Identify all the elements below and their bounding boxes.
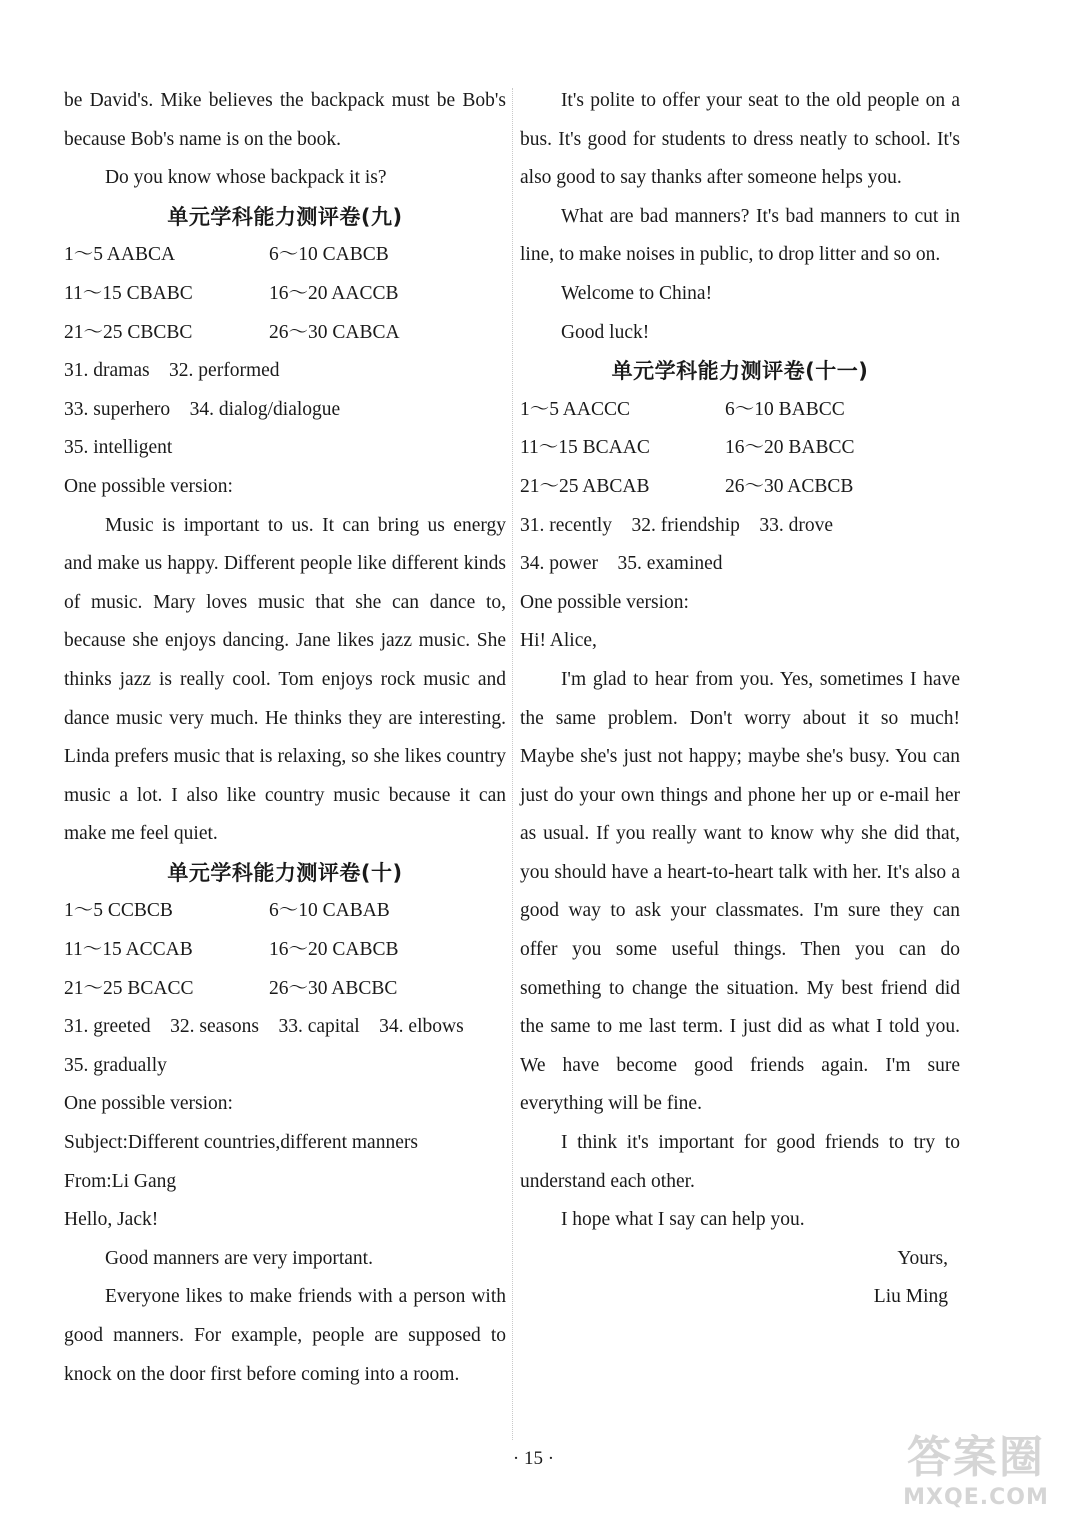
intro-paragraph: be David's. Mike believes the backpack must be Bob's because Bob's name is on the book. (64, 90, 506, 150)
test9-title: 单元学科能力测评卷(九) (167, 204, 403, 229)
fill-line: 31. recently 32. friendship 33. drove (520, 514, 834, 536)
answer-row (520, 468, 960, 507)
intro-question: Do you know whose backpack it is? (104, 167, 387, 189)
answer-row (64, 892, 506, 931)
letter-closing: Yours, (897, 1247, 948, 1269)
test11-title: 单元学科能力测评卷(十一) (611, 359, 869, 384)
answer-cell: 26～30 CABCA (269, 321, 400, 343)
fill-line: 35. intelligent (64, 437, 173, 459)
fill-line: 35. gradually (64, 1054, 167, 1076)
answer-row (520, 429, 960, 468)
answer-cell: 21～25 BCACC (64, 977, 194, 999)
site-watermark (891, 1432, 1061, 1532)
answer-cell: 1～5 CCBCB (64, 900, 173, 922)
answer-cell: 16～20 BABCC (725, 437, 855, 459)
watermark-url: MXQE.COM (903, 1485, 1049, 1510)
essay-paragraph: Music is important to us. It can bring us energy and make us happy. Different people like different kinds of music. Mary loves music that she can dance to, because she enjoys dancing. Jane likes jazz music. She thinks jazz is really cool. Tom enjoys rock music and dance music very much. He thinks they are interesting. Linda prefers music that is relaxing, so she likes country music a lot. I also like country music because it can make me feel quiet. (64, 514, 506, 845)
fill-line: 34. power 35. examined (520, 553, 723, 575)
answer-cell: 21～25 ABCAB (520, 475, 650, 497)
answer-cell: 26～30 ABCBC (269, 977, 398, 999)
answer-row (64, 931, 506, 970)
answer-row (64, 970, 506, 1009)
answer-cell: 11～15 CBABC (64, 282, 193, 304)
answer-cell: 1～5 AACCC (520, 398, 630, 420)
email-from: From:Li Gang (64, 1170, 177, 1192)
answer-cell: 6～10 CABCB (269, 244, 389, 266)
letter-paragraph: It's polite to offer your seat to the old people on a bus. It's good for students to dress neatly to school. It's also good to say thanks after someone helps you. (520, 90, 960, 189)
answer-row (520, 391, 960, 430)
letter-signature: Liu Ming (873, 1286, 948, 1308)
answer-cell: 11～15 BCAAC (520, 437, 650, 459)
version-label: One possible version: (64, 1093, 233, 1115)
answer-cell: 16～20 AACCB (269, 282, 399, 304)
left-column (64, 82, 506, 1394)
answer-cell: 11～15 ACCAB (64, 939, 193, 961)
version-label: One possible version: (64, 475, 233, 497)
letter-paragraph: I'm glad to hear from you. Yes, sometimes I have the same problem. Don't worry about it so much! Maybe she's just not happy; maybe she's busy. You can just do your own things and phone her up or e-mail her as usual. If you really want to know why she did that, you should have a heart-to-heart talk with her. It's also a good way to ask your classmates. I'm sure they can offer you some useful things. Then you can do something to change the situation. My best friend did the same to me last term. I just did as what I told you. We have become good friends again. I'm sure everything will be fine. (520, 668, 960, 1115)
fill-line: 31. greeted 32. seasons 33. capital 34. elbows (64, 1016, 464, 1038)
letter-paragraph: Good manners are very important. (104, 1247, 373, 1269)
version-label: One possible version: (520, 591, 689, 613)
answer-cell: 26～30 ACBCB (725, 475, 854, 497)
letter-paragraph: I think it's important for good friends to try to understand each other. (520, 1132, 960, 1192)
test10-title: 单元学科能力测评卷(十) (167, 860, 403, 885)
page-number: · 15 · (512, 1448, 555, 1469)
email-subject: Subject:Different countries,different manners (64, 1132, 418, 1154)
fill-line: 33. superhero 34. dialog/dialogue (64, 398, 341, 420)
right-column (520, 82, 960, 1317)
letter-paragraph: Welcome to China! (560, 282, 713, 304)
letter-greeting: Hello, Jack! (64, 1209, 159, 1231)
answer-cell: 1～5 AABCA (64, 244, 176, 266)
answer-cell: 6～10 CABAB (269, 900, 390, 922)
answer-cell: 16～20 CABCB (269, 939, 399, 961)
answer-row (64, 236, 506, 275)
fill-line: 31. dramas 32. performed (64, 360, 280, 382)
letter-paragraph: I hope what I say can help you. (560, 1209, 805, 1231)
answer-cell: 21～25 CBCBC (64, 321, 193, 343)
answer-cell: 6～10 BABCC (725, 398, 845, 420)
letter-paragraph: Everyone likes to make friends with a person with good manners. For example, people are supposed to knock on the door first before coming into a room. (64, 1286, 506, 1385)
letter-paragraph: Good luck! (560, 321, 650, 343)
letter-paragraph: What are bad manners? It's bad manners to cut in line, to make noises in public, to drop litter and so on. (520, 205, 960, 266)
answer-row (64, 275, 506, 314)
answer-row (64, 314, 506, 353)
letter-greeting: Hi! Alice, (520, 630, 597, 652)
column-divider (512, 88, 513, 1440)
watermark-logo-text: 答案圈 (907, 1432, 1045, 1483)
